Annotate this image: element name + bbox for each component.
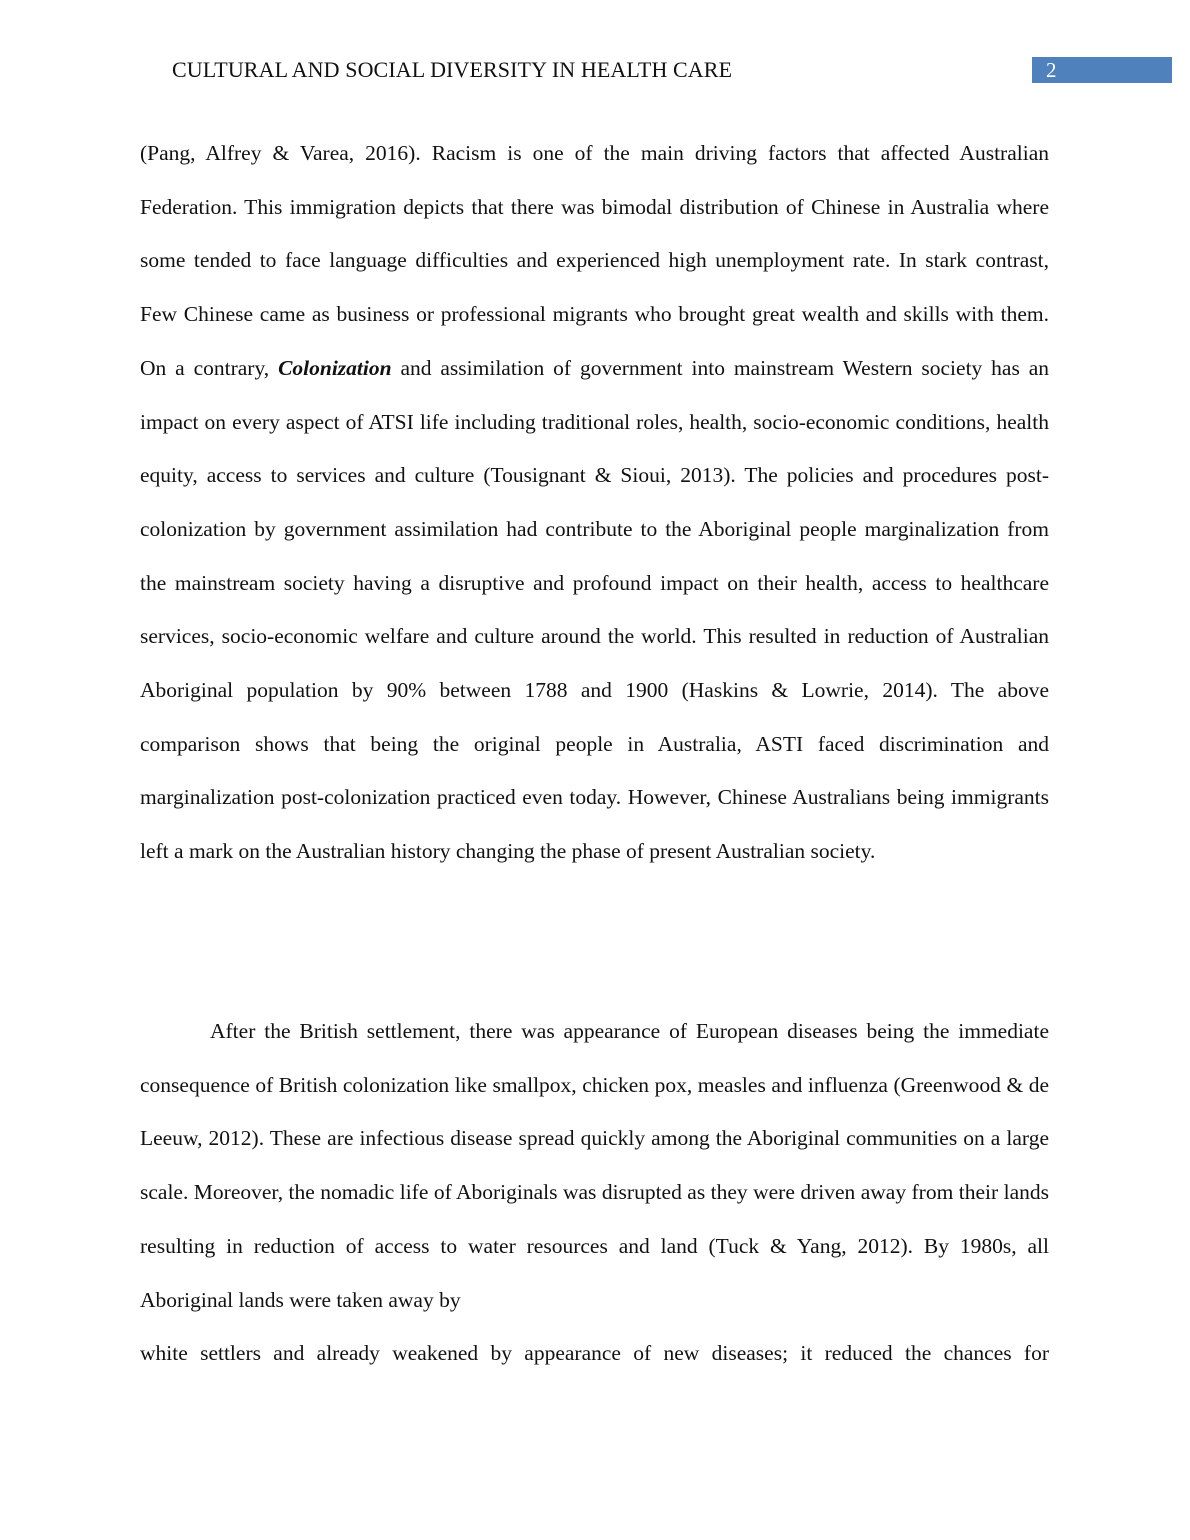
page-number: 2 [1046, 58, 1057, 82]
paragraph-1-text-end: and assimilation of government into mainstream Western society has an impact on every aspect of ATSI life including traditional roles, health, socio-economic conditions, health equity, access to services and culture (Tousignant & Sioui, 2013). The policies and procedures post- colonization by government assimilation had contribute to the Aboriginal people marginalization from the mainstream society having a disruptive and profound impact on their health, access to healthcare services, socio-economic welfare and culture around the world. This resulted in reduction of Australian Aboriginal population by 90% between 1788 and 1900 (Haskins & Lowrie, 2014). The above comparison shows that being the original people in Australia, ASTI faced discrimination and marginalization post-colonization practiced even today. However, Chinese Australians being immigrants left a mark on the Australian history changing the phase of present Australian society. [140, 355, 1049, 864]
paragraph-1-text-start: (Pang, Alfrey & Varea, 2016). Racism is one of the main driving factors that affected Australian Federation. This immigration depicts that there was bimodal distribution of Chinese in Australia where some tended to face language difficulties and experienced high unemployment rate. In stark contrast, Few Chinese came as business or professional migrants who brought great wealth and skills with them. On a contrary, [140, 141, 1049, 380]
body-paragraph-1 [140, 127, 1049, 879]
body-paragraph-2-continuation: white settlers and already weakened by appearance of new diseases; it reduced the chances for [140, 1341, 1049, 1365]
body-paragraph-2: After the British settlement, there was appearance of European diseases being the immediate consequence of British colonization like smallpox, chicken pox, measles and influenza (Greenwood & de Leeuw, 2012). These are infectious disease spread quickly among the Aboriginal communities on a large scale. Moreover, the nomadic life of Aboriginals was disrupted as they were driven away from their lands resulting in reduction of access to water resources and land (Tuck & Yang, 2012). By 1980s, all Aboriginal lands were taken away by [140, 1019, 1049, 1312]
page-number-badge [1032, 57, 1172, 83]
emphasized-term: Colonization [278, 355, 392, 380]
running-head-title: CULTURAL AND SOCIAL DIVERSITY IN HEALTH CARE [172, 57, 733, 82]
